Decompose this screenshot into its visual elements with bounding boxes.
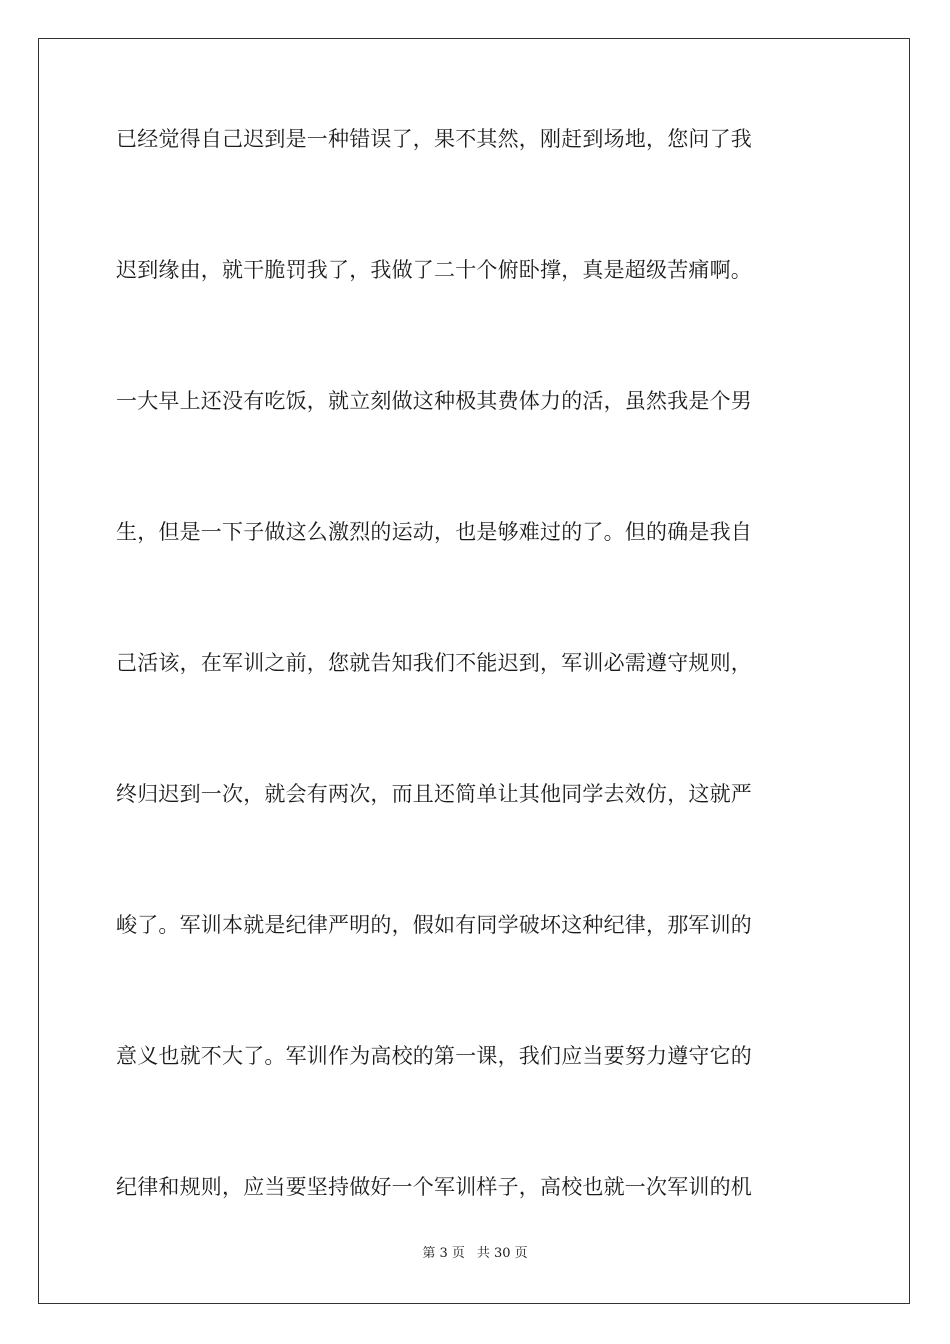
text-line: 纪律和规则，应当要坚持做好一个军训样子，高校也就一次军训的机 [116, 1175, 752, 1199]
text-line: 迟到缘由，就干脆罚我了，我做了二十个俯卧撑，真是超级苦痛啊。 [116, 258, 752, 282]
text-line: 己活该，在军训之前，您就告知我们不能迟到，军训必需遵守规则， [116, 651, 752, 675]
text-line: 一大早上还没有吃饭，就立刻做这种极其费体力的活，虽然我是个男 [116, 389, 752, 413]
page-number: 第 3 页 [422, 1246, 465, 1261]
page-total: 共 30 页 [476, 1246, 528, 1261]
text-line: 生，但是一下子做这么激烈的运动，也是够难过的了。但的确是我自 [116, 520, 752, 544]
text-line: 峻了。军训本就是纪律严明的，假如有同学破坏这种纪律，那军训的 [116, 913, 752, 937]
page-footer [0, 1246, 950, 1262]
text-line: 意义也就不大了。军训作为高校的第一课，我们应当要努力遵守它的 [116, 1044, 752, 1068]
document-body [116, 128, 832, 1307]
text-line: 终归迟到一次，就会有两次，而且还简单让其他同学去效仿，这就严 [116, 782, 752, 806]
text-line: 已经觉得自己迟到是一种错误了，果不其然，刚赶到场地，您问了我 [116, 127, 752, 151]
